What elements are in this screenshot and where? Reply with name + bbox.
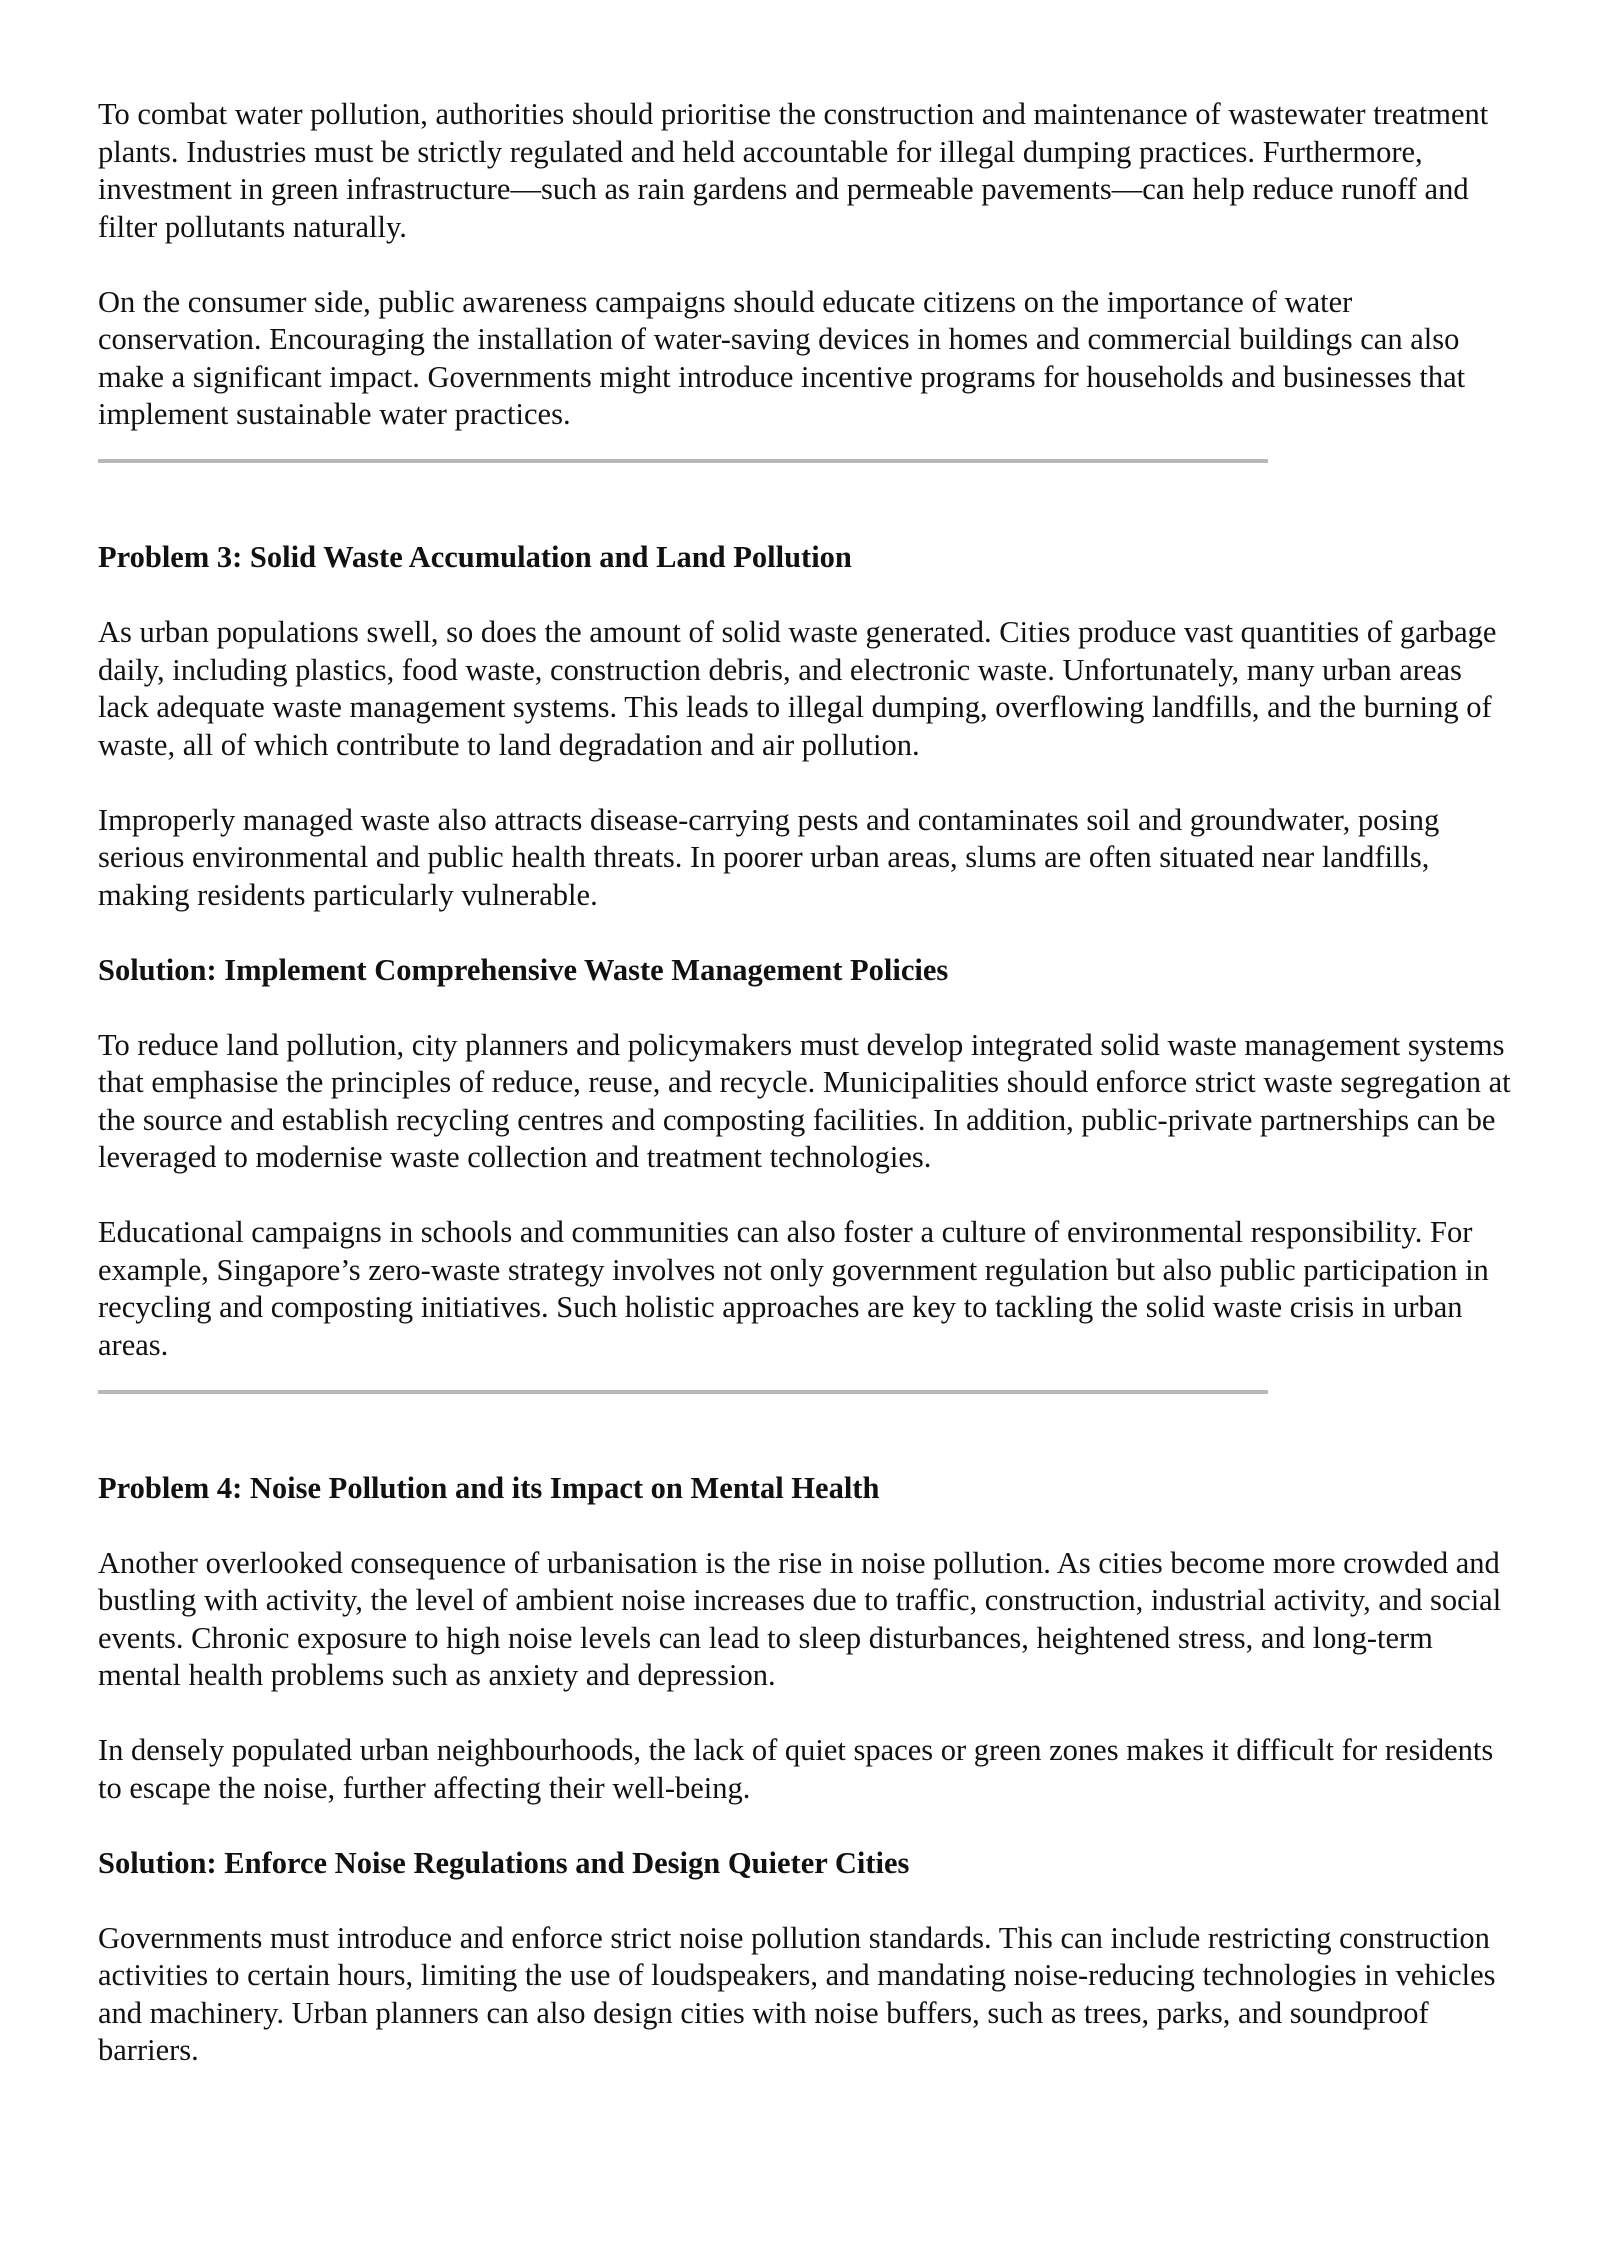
paragraph-noise-regulations: Governments must introduce and enforce strict noise pollution standards. This can include restricting construction activities to certain hours, limiting the use of loudspeakers, and mandating noise-reducing technologies in vehicles and machinery. Urban planners can also design cities with noise buffers, such as trees, parks, and soundproof barriers. (98, 1920, 1496, 2067)
heading-solution-waste: Solution: Implement Comprehensive Waste Management Policies (98, 952, 949, 987)
paragraph-consumer-side: On the consumer side, public awareness campaigns should educate citizens on the importance of water conservation. Encouraging the installation of water-saving devices in homes and commercial buildings can also make a significant impact. Governments might introduce incentive programs for households and businesses that implement sustainable water practices. (98, 284, 1466, 431)
section-divider (98, 1390, 1268, 1394)
paragraph-noise-pollution: Another overlooked consequence of urbanisation is the rise in noise pollution. As cities become more crowded and bustling with activity, the level of ambient noise increases due to traffic, construction, industrial activity, and social events. Chronic exposure to high noise levels can lead to sleep disturbances, heightened stress, and long-term mental health problems such as anxiety and depression. (98, 1545, 1502, 1692)
paragraph-water-solution: To combat water pollution, authorities should prioritise the construction and maintenance of wastewater treatment plants. Industries must be strictly regulated and held accountable for illegal dumping practices. Furthermore, investment in green infrastructure—such as rain gardens and permeable pavements—can help reduce runoff and filter pollutants naturally. (98, 97, 1489, 244)
heading-problem-3: Problem 3: Solid Waste Accumulation and Land Pollution (98, 540, 852, 574)
document-body (98, 96, 1518, 2107)
section-divider (98, 459, 1268, 463)
heading-solution-noise: Solution: Enforce Noise Regulations and Design Quieter Cities (98, 1845, 910, 1880)
paragraph-improper-waste: Improperly managed waste also attracts disease-carrying pests and contaminates soil and groundwater, posing serious environmental and public health threats. In poorer urban areas, slums are often situated near landfills, making residents particularly vulnerable. (98, 802, 1440, 912)
paragraph-dense-neighbourhoods: In densely populated urban neighbourhoods, the lack of quiet spaces or green zones makes it difficult for residents to escape the noise, further affecting their well-being. (98, 1733, 1494, 1805)
paragraph-educational-campaigns: Educational campaigns in schools and communities can also foster a culture of environmental responsibility. For example, Singapore’s zero-waste strategy involves not only government regulation but also public participation in recycling and composting initiatives. Such holistic approaches are key to tackling the solid waste crisis in urban areas. (98, 1215, 1489, 1362)
heading-problem-4: Problem 4: Noise Pollution and its Impact on Mental Health (98, 1470, 880, 1505)
paragraph-waste-policies: To reduce land pollution, city planners and policymakers must develop integrated solid waste management systems that emphasise the principles of reduce, reuse, and recycle. Municipalities should enforce strict waste segregation at the source and establish recycling centres and composting facilities. In addition, public-private partnerships can be leveraged to modernise waste collection and treatment technologies. (98, 1027, 1511, 1174)
paragraph-solid-waste: As urban populations swell, so does the amount of solid waste generated. Cities produce vast quantities of garbage daily, including plastics, food waste, construction debris, and electronic waste. Unfortunately, many urban areas lack adequate waste management systems. This leads to illegal dumping, overflowing landfills, and the burning of waste, all of which contribute to land degradation and air pollution. (98, 615, 1497, 762)
